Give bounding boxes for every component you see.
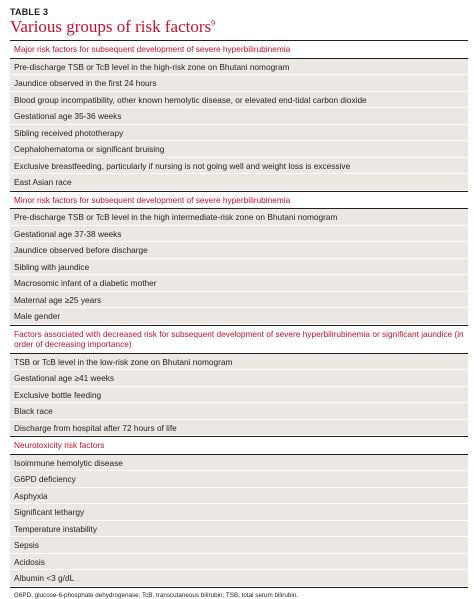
table-row: Discharge from hospital after 72 hours of life <box>10 420 468 437</box>
table-row: Jaundice observed in the first 24 hours <box>10 75 468 92</box>
table-row: Exclusive bottle feeding <box>10 387 468 404</box>
table-row: Temperature instability <box>10 521 468 538</box>
table-section <box>10 191 468 325</box>
table-label: TABLE 3 <box>10 7 49 17</box>
table-row: Sepsis <box>10 537 468 554</box>
table-row: Pre-discharge TSB or TcB level in the high intermediate-risk zone on Bhutani nomogram <box>10 209 468 226</box>
table-row: Exclusive breastfeeding, particularly if nursing is not going well and weight loss is excessive <box>10 158 468 175</box>
table-row: Gestational age 37-38 weeks <box>10 226 468 243</box>
title-reference: 9 <box>211 18 216 28</box>
table-row: Albumin <3 g/dL <box>10 570 468 587</box>
table-row: Sibling with jaundice <box>10 259 468 276</box>
table-row: Male gender <box>10 308 468 325</box>
table-title <box>10 17 468 40</box>
table-row: Sibling received phototherapy <box>10 125 468 142</box>
table-footnote: G6PD, glucose-6-phosphate dehydrogenase; TcB, transcutaneous bilirubin; TSB, total serum bilirubin. <box>10 587 468 599</box>
table-row: Asphyxia <box>10 488 468 505</box>
table-row: Macrosomic infant of a diabetic mother <box>10 275 468 292</box>
table-row: Jaundice observed before discharge <box>10 242 468 259</box>
table-section <box>10 325 468 437</box>
table-row: Significant lethargy <box>10 504 468 521</box>
table-row: TSB or TcB level in the low-risk zone on Bhutani nomogram <box>10 354 468 371</box>
risk-factor-table <box>10 40 468 587</box>
section-heading: Neurotoxicity risk factors <box>10 436 468 455</box>
section-heading: Minor risk factors for subsequent development of severe hyperbilirubinemia <box>10 191 468 210</box>
table-row: Gestational age ≥41 weeks <box>10 370 468 387</box>
section-heading: Factors associated with decreased risk for subsequent development of severe hyperbilirubinemia or significant jaundice (in order of decreasing importance) <box>10 325 468 354</box>
table-section <box>10 436 468 587</box>
table-section <box>10 41 468 191</box>
table-row: East Asian race <box>10 174 468 191</box>
table-row: Pre-discharge TSB or TcB level in the high-risk zone on Bhutani nomogram <box>10 59 468 76</box>
table-title-text: Various groups of risk factors <box>10 17 212 36</box>
table-row: Cephalohematoma or significant bruising <box>10 141 468 158</box>
table-row: Maternal age ≥25 years <box>10 292 468 309</box>
table-row: Gestational age 35-36 weeks <box>10 108 468 125</box>
table-row: Isoimmune hemolytic disease <box>10 455 468 472</box>
table-row: Acidosis <box>10 554 468 571</box>
table-row: G6PD deficiency <box>10 471 468 488</box>
table-row: Blood group incompatibility, other known hemolytic disease, or elevated end-tidal carbon dioxide <box>10 92 468 109</box>
table-row: Black race <box>10 403 468 420</box>
section-heading: Major risk factors for subsequent development of severe hyperbilirubinemia <box>10 41 468 59</box>
